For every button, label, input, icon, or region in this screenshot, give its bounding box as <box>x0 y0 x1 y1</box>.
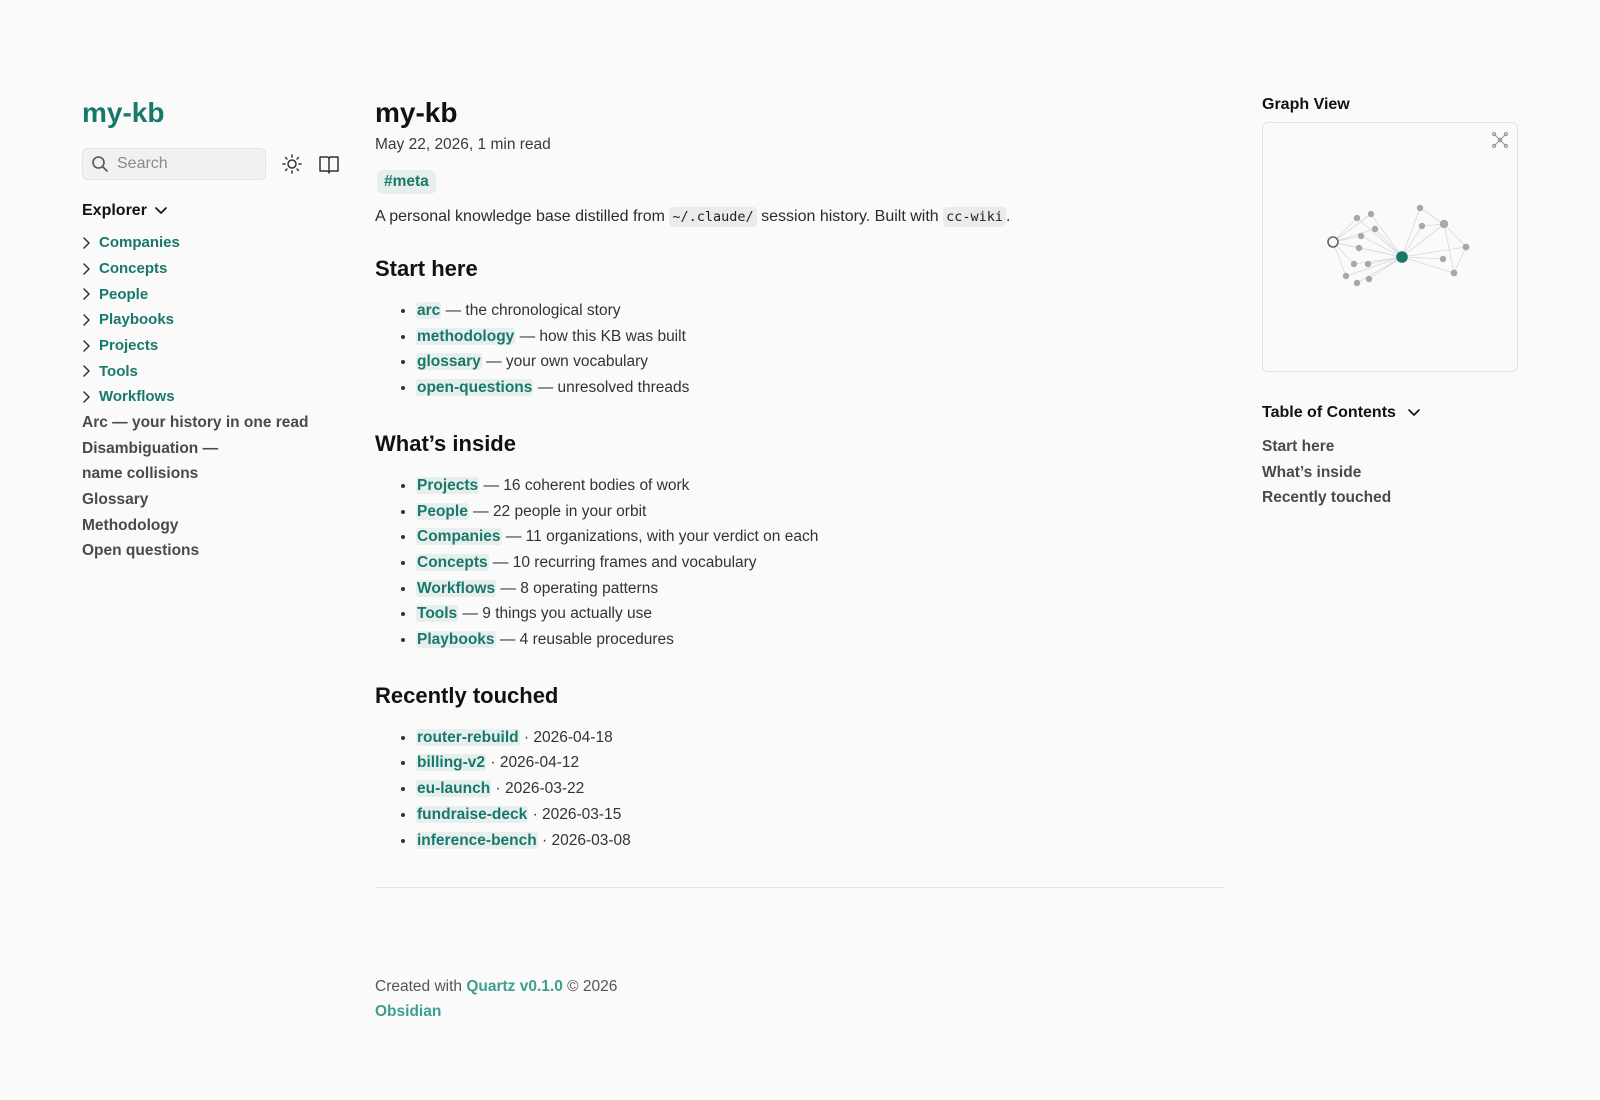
chevron-down-icon <box>153 203 169 219</box>
item-text: — 16 coherent bodies of work <box>479 476 690 494</box>
toc-item-whats-inside[interactable]: What’s inside <box>1262 463 1362 481</box>
item-text: — your own vocabulary <box>481 353 649 371</box>
footer <box>375 974 1225 1024</box>
quartz-link[interactable]: Quartz v0.1.0 <box>466 978 563 996</box>
start-here-list <box>375 298 1225 401</box>
folder-label: Projects <box>99 337 159 355</box>
page-link-disambiguation[interactable]: Disambiguation — <box>82 439 219 457</box>
item-text: — 8 operating patterns <box>496 579 659 597</box>
internal-link[interactable]: router-rebuild <box>417 728 519 746</box>
list-item <box>416 324 1225 350</box>
folder-workflows[interactable] <box>82 384 352 410</box>
list-item <box>416 725 1225 751</box>
site-title[interactable]: my-kb <box>82 97 165 128</box>
folder-label: Companies <box>99 234 180 252</box>
footer-divider <box>375 887 1225 888</box>
internal-link[interactable]: People <box>417 502 468 520</box>
article <box>375 96 1225 1024</box>
item-text: — 22 people in your orbit <box>468 502 647 520</box>
item-text: — the chronological story <box>441 302 621 319</box>
sun-icon <box>282 154 302 174</box>
page-title: my-kb <box>375 97 458 128</box>
chevron-right-icon <box>82 237 92 249</box>
list-item <box>416 828 1225 854</box>
internal-link[interactable]: eu-launch <box>417 780 491 798</box>
chevron-right-icon <box>82 314 92 326</box>
search-icon <box>91 155 109 173</box>
reader-mode-button[interactable] <box>318 154 340 174</box>
folder-projects[interactable] <box>82 333 352 359</box>
graph-view-title: Graph View <box>1262 96 1350 113</box>
item-text: — how this KB was built <box>515 327 686 345</box>
list-item <box>416 349 1225 375</box>
folder-companies[interactable] <box>82 230 352 256</box>
list-item <box>416 802 1225 828</box>
inline-code: ~/.claude/ <box>669 207 756 227</box>
expand-graph-button[interactable] <box>1491 131 1509 154</box>
list-item <box>416 776 1225 802</box>
folder-label: People <box>99 285 149 303</box>
explorer-pages <box>82 410 352 564</box>
internal-link[interactable]: billing-v2 <box>417 754 486 772</box>
list-item <box>416 298 1225 324</box>
internal-link[interactable]: Playbooks <box>417 631 495 649</box>
item-date: · 2026-03-08 <box>537 831 631 849</box>
intro-paragraph <box>375 208 1225 226</box>
graph-canvas <box>1263 123 1517 371</box>
folder-concepts[interactable] <box>82 256 352 282</box>
internal-link[interactable]: open-questions <box>417 379 533 397</box>
folder-people[interactable] <box>82 281 352 307</box>
page-link-disambiguation-cont[interactable]: name collisions <box>82 465 199 483</box>
page-link-glossary[interactable]: Glossary <box>82 490 149 508</box>
item-text: — 4 reusable procedures <box>495 631 674 649</box>
item-text: — 10 recurring frames and vocabulary <box>488 553 757 571</box>
explorer-folders <box>82 230 352 410</box>
right-sidebar <box>1262 96 1518 511</box>
search-input[interactable] <box>82 148 266 180</box>
left-sidebar <box>82 96 352 564</box>
internal-link[interactable]: inference-bench <box>417 831 537 849</box>
intro-text: A personal knowledge base distilled from <box>375 208 670 225</box>
folder-label: Workflows <box>99 388 175 406</box>
internal-link[interactable]: fundraise-deck <box>417 805 528 823</box>
chevron-right-icon <box>82 288 92 300</box>
footer-copyright: © 2026 <box>562 978 618 996</box>
heading-recently-touched: Recently touched <box>375 682 559 708</box>
chevron-right-icon <box>82 365 92 377</box>
item-date: · 2026-03-15 <box>528 805 622 823</box>
toc-list <box>1262 434 1518 511</box>
explorer-title: Explorer <box>82 202 147 219</box>
internal-link[interactable]: Concepts <box>417 553 488 571</box>
internal-link[interactable]: Companies <box>417 528 501 546</box>
internal-link[interactable]: Tools <box>417 605 458 623</box>
page-link-open-questions[interactable]: Open questions <box>82 542 200 560</box>
list-item <box>416 601 1225 627</box>
folder-label: Playbooks <box>99 311 175 329</box>
item-text: — 9 things you actually use <box>458 605 653 623</box>
intro-text: . <box>1006 208 1011 225</box>
list-item <box>416 750 1225 776</box>
obsidian-link[interactable]: Obsidian <box>375 1003 442 1021</box>
folder-tools[interactable] <box>82 358 352 384</box>
chevron-down-icon <box>1406 405 1422 421</box>
search-placeholder: Search <box>117 155 168 172</box>
article-meta: May 22, 2026, 1 min read <box>375 136 551 153</box>
toc-title: Table of Contents <box>1262 404 1396 421</box>
recently-touched-list <box>375 725 1225 854</box>
internal-link[interactable]: methodology <box>417 327 515 345</box>
internal-link[interactable]: glossary <box>417 353 481 371</box>
internal-link[interactable]: Projects <box>417 476 479 494</box>
folder-playbooks[interactable] <box>82 307 352 333</box>
theme-toggle-button[interactable] <box>282 154 302 174</box>
expand-graph-icon <box>1491 131 1509 149</box>
heading-whats-inside: What’s inside <box>375 430 516 456</box>
list-item <box>416 524 1225 550</box>
search-row <box>82 148 352 180</box>
item-text: — 11 organizations, with your verdict on each <box>501 528 819 546</box>
list-item <box>416 576 1225 602</box>
graph-view[interactable] <box>1262 122 1518 372</box>
item-text: — unresolved threads <box>533 379 690 397</box>
page-link-arc[interactable]: Arc — your history in one read <box>82 413 309 431</box>
tag-meta[interactable]: #meta <box>377 170 436 194</box>
book-icon <box>318 154 340 174</box>
list-item <box>416 499 1225 525</box>
internal-link[interactable]: arc <box>417 302 441 319</box>
list-item <box>416 375 1225 401</box>
toc-toggle[interactable] <box>1262 404 1518 422</box>
toc-item-start-here[interactable]: Start here <box>1262 438 1335 455</box>
explorer-toggle[interactable] <box>82 202 352 220</box>
inline-code: cc-wiki <box>943 207 1006 227</box>
item-date: · 2026-04-12 <box>486 754 580 772</box>
toc-item-recently-touched[interactable]: Recently touched <box>1262 489 1392 507</box>
list-item <box>416 550 1225 576</box>
page-link-methodology[interactable]: Methodology <box>82 516 179 534</box>
chevron-right-icon <box>82 391 92 403</box>
footer-text: Created with <box>375 978 467 996</box>
footer-credit <box>375 974 1225 999</box>
item-date: · 2026-03-22 <box>491 780 585 798</box>
intro-text: session history. Built with <box>756 208 944 225</box>
whats-inside-list <box>375 473 1225 653</box>
folder-label: Tools <box>99 362 138 380</box>
item-date: · 2026-04-18 <box>519 728 613 746</box>
heading-start-here: Start here <box>375 256 478 281</box>
folder-label: Concepts <box>99 260 168 278</box>
list-item <box>416 473 1225 499</box>
list-item <box>416 627 1225 653</box>
chevron-right-icon <box>82 263 92 275</box>
chevron-right-icon <box>82 340 92 352</box>
internal-link[interactable]: Workflows <box>417 579 496 597</box>
